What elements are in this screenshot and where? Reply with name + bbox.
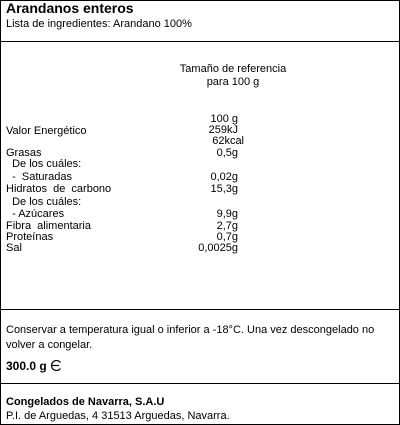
company-address: P.I. de Arguedas, 4 31513 Arguedas, Navarra. bbox=[6, 410, 230, 422]
company-name: Congelados de Navarra, S.A.U bbox=[6, 396, 165, 408]
nutrition-row bbox=[6, 183, 386, 195]
nutrition-value: 15,3g bbox=[210, 183, 238, 195]
reference-size-line-2: para 100 g bbox=[206, 76, 260, 88]
nutrition-value: 9,9g bbox=[216, 208, 238, 220]
nutrition-label: Grasas bbox=[6, 147, 42, 159]
nutrition-value: 259kJ bbox=[208, 124, 238, 136]
nutrition-row bbox=[6, 171, 386, 183]
nutrition-label: De los cuáles: bbox=[6, 158, 82, 170]
net-weight-value: 300.0 g bbox=[6, 359, 47, 373]
nutrition-label: - Saturadas bbox=[6, 171, 73, 183]
nutrition-label: Fibra alimentaria bbox=[6, 220, 91, 232]
nutrition-value: 2,7g bbox=[216, 220, 238, 232]
nutrition-value: 0,0025g bbox=[198, 242, 238, 254]
divider-bottom bbox=[0, 383, 400, 384]
divider-top bbox=[0, 41, 400, 42]
divider-middle bbox=[0, 309, 400, 310]
product-title: Arandanos enteros bbox=[6, 0, 134, 16]
nutrition-row bbox=[6, 196, 386, 208]
nutrition-label: Proteínas bbox=[6, 231, 54, 243]
net-weight bbox=[6, 359, 62, 374]
nutrition-label: Valor Energético bbox=[6, 125, 87, 137]
nutrition-row bbox=[6, 158, 386, 170]
reference-size-line-1: Tamaño de referencia bbox=[179, 63, 287, 75]
nutrition-value: 0,5g bbox=[216, 147, 238, 159]
nutrition-label: Hidratos de carbono bbox=[6, 183, 112, 195]
nutrition-row bbox=[6, 242, 386, 254]
nutrition-label: Sal bbox=[6, 242, 22, 254]
storage-instructions: Conservar a temperatura igual o inferior a -18°C. Una vez descongelado no volver a congelar. bbox=[6, 324, 375, 351]
nutrition-value: 0,7g bbox=[216, 231, 238, 243]
estimated-sign-icon bbox=[50, 360, 62, 371]
nutrition-label: De los cuáles: bbox=[6, 196, 82, 208]
nutrition-label: - Azúcares bbox=[6, 208, 65, 220]
nutrition-value: 0,02g bbox=[210, 171, 238, 183]
nutrition-value: 100 g bbox=[210, 113, 238, 125]
nutrition-row bbox=[6, 208, 386, 220]
ingredients-list: Lista de ingredientes: Arandano 100% bbox=[6, 18, 192, 30]
nutrition-value: 62kcal bbox=[212, 135, 244, 147]
reference-size-header bbox=[148, 63, 318, 89]
